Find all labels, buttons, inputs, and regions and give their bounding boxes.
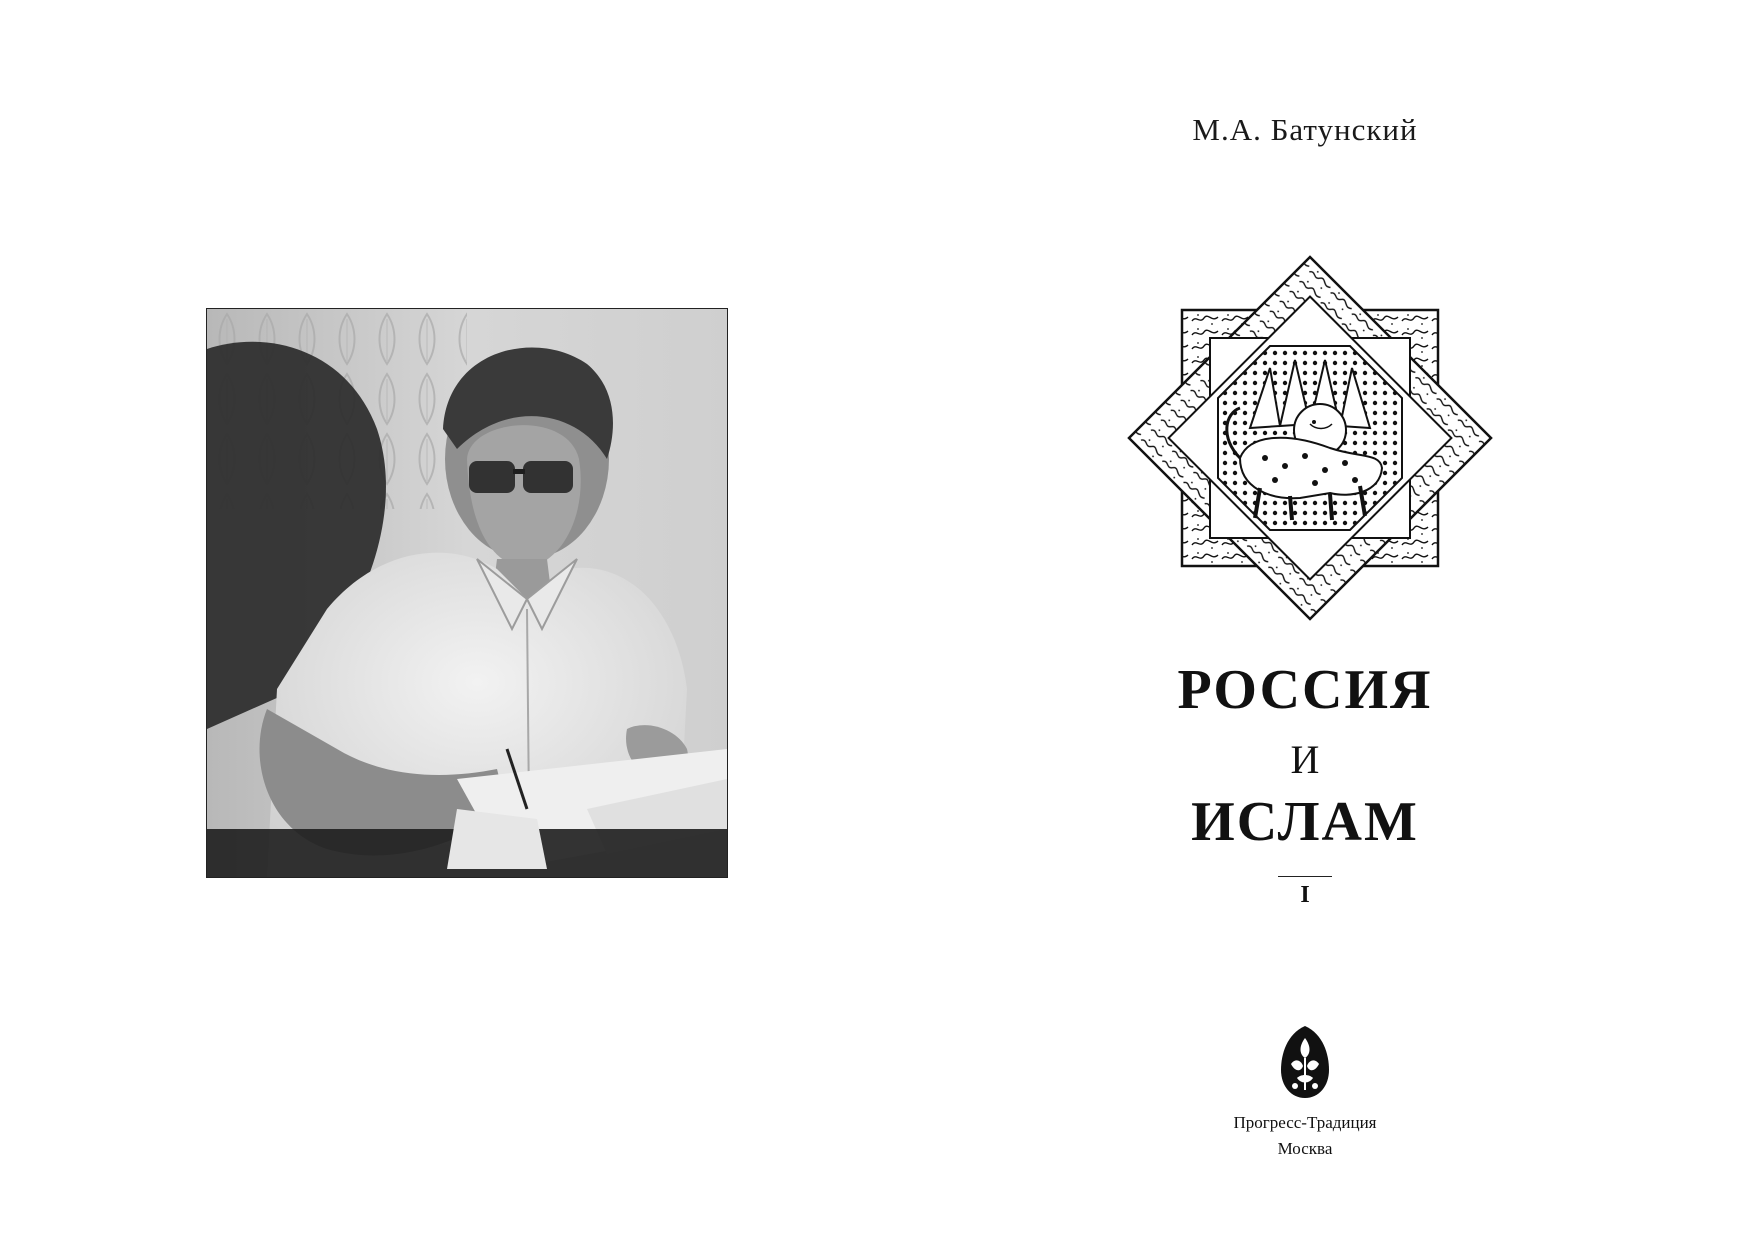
publisher-name: Прогресс-Традиция	[1233, 1113, 1377, 1132]
title-line-2: ИСЛАМ	[1191, 791, 1419, 853]
publisher-city: Москва	[1277, 1139, 1333, 1158]
title-line-1: РОССИЯ	[1177, 659, 1433, 721]
volume-rule	[1278, 876, 1332, 877]
portrait-photo-icon	[207, 309, 727, 877]
author-portrait	[206, 308, 728, 878]
publisher-emblem-icon	[1277, 1024, 1333, 1100]
star-ornament-icon	[1120, 248, 1500, 628]
title-conjunction: И	[1290, 737, 1320, 782]
emblem-ornament	[1120, 248, 1500, 628]
publisher-block	[1130, 1110, 1480, 1162]
publisher-logo	[1277, 1024, 1333, 1100]
author-name: М.А. Батунский	[1192, 112, 1418, 147]
volume-number: I	[1300, 882, 1310, 908]
